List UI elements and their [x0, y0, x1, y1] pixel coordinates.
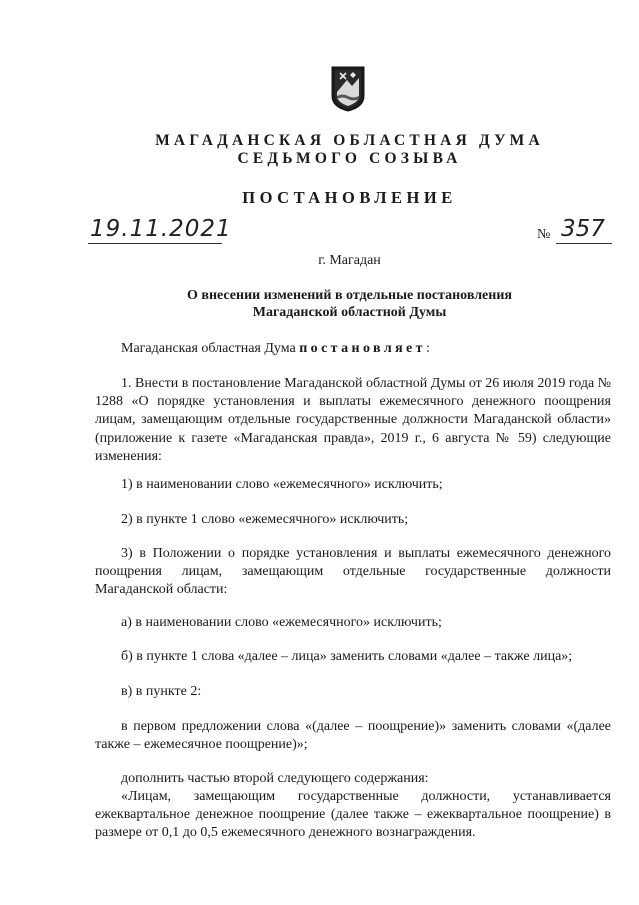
intro-paragraph — [95, 340, 611, 358]
paragraph-9: дополнить частью второй следующего содержания: — [121, 771, 429, 786]
document-title-line1: О внесении изменений в отдельные постановления — [187, 288, 512, 303]
paragraph-4: 3) в Положении о порядке установления и выплаты ежемесячного денежного поощрения лицам, замещающим отдельные государственные должности Магаданской области: — [95, 546, 611, 598]
paragraph-1: 1. Внести в постановление Магаданской областной Думы от 26 июля 2019 года № 1288 «О порядке установления и выплаты ежемесячного денежного поощрения лицам, замещающим отдельные государственные должности Магаданской области» (приложение к газете «Магаданская правда», 2019 г., 6 августа № 59) следующие изменения: — [95, 376, 612, 464]
document-type: ПОСТАНОВЛЕНИЕ — [242, 188, 457, 207]
date-underline — [88, 243, 222, 244]
paragraph-2: 1) в наименовании слово «ежемесячного» исключить; — [121, 477, 443, 492]
document-date: 19.11.2021 — [90, 216, 232, 242]
paragraph-10: «Лицам, замещающим государственные должности, устанавливается ежеквартальное денежное поощрение (далее также – ежеквартальное поощрение) в размере от 0,1 до 0,5 ежемесячного денежного вознаграждения. — [95, 789, 611, 841]
intro-resolves: постановляет — [299, 341, 426, 356]
intro-suffix: : — [425, 341, 430, 356]
organization-name: МАГАДАНСКАЯ ОБЛАСТНАЯ ДУМА — [155, 132, 544, 149]
document-title-line2: Магаданской областной Думы — [252, 305, 447, 320]
number-label: № — [537, 227, 551, 242]
coat-of-arms-icon — [331, 66, 365, 112]
city: г. Магадан — [318, 253, 381, 268]
intro-prefix: Магаданская областная Дума — [121, 341, 300, 356]
number-underline — [556, 243, 612, 244]
paragraph-6: б) в пункте 1 слова «далее – лица» заменить словами «далее – также лица»; — [121, 649, 573, 664]
paragraph-5: а) в наименовании слово «ежемесячного» исключить; — [121, 615, 442, 630]
document-number: 357 — [561, 216, 605, 242]
paragraph-8: в первом предложении слова «(далее – поощрение)» заменить словами «(далее также – ежемесячное поощрение)»; — [95, 719, 611, 753]
paragraph-3: 2) в пункте 1 слово «ежемесячного» исключить; — [121, 512, 409, 527]
paragraph-7: в) в пункте 2: — [121, 684, 202, 699]
convocation: СЕДЬМОГО СОЗЫВА — [237, 150, 462, 167]
